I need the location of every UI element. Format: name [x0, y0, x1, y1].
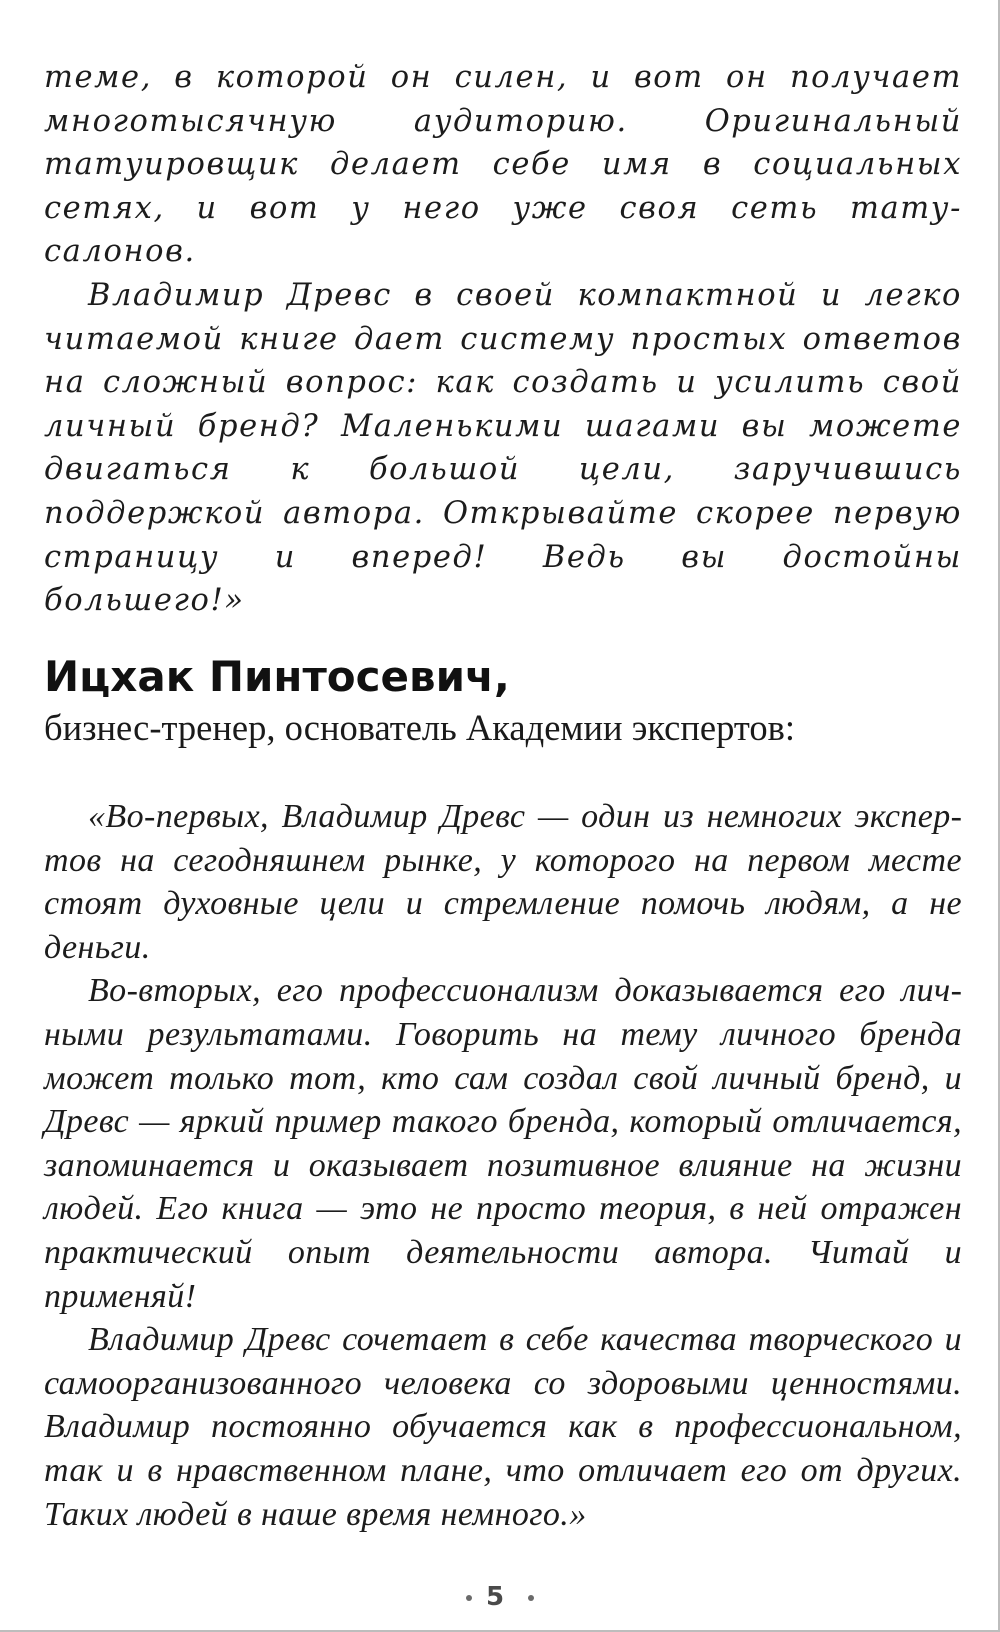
quote-paragraph: теме, в которой он силен, и вот он получает многотысячную аудиторию. Оригинальный татуировщик делает себе имя в социальных сетях, и вот у него уже своя сеть тату-салонов.	[44, 60, 962, 270]
quote-paragraph: Во-вторых, его профессионализм доказывается его личными результатами. Говорить на тему личного бренда может только тот, кто сам создал свой личный бренд, и Древс — яркий пример такого бренда, который отличается, запоминается и оказывает позитивное влияние на жизни людей. Его книга — это не просто теория, в ней отражен практический опыт деятельности автора. Читай и применяй!	[44, 972, 962, 1315]
previous-quote-continuation	[44, 56, 962, 623]
page-number: 5	[485, 1582, 515, 1612]
quote-paragraph: Владимир Древс в своей компактной и легко читаемой книге дает систему простых ответов на сложный вопрос: как создать и усилить свой личный бренд? Маленькими шагами вы можете двигаться к большой цели, заручившись поддержкой автора. Открывайте скорее первую страницу и вперед! Ведь вы достойны большего!»	[44, 277, 962, 619]
quote-paragraph: Владимир Древс сочетает в себе качества творческого и самоорганизованного человека со здоровыми ценностями. Владимир постоянно обучается как в профессиональном, так и в нравственном плане, что отличает его от других. Таких людей в наше время немного.»	[44, 1321, 962, 1533]
author-quote	[44, 795, 962, 1536]
quote-paragraph: «Во-первых, Владимир Древс — один из немногих экспертов на сегодняшнем рынке, у которого на первом месте стоят духовные цели и стремление помочь людям, а не деньги.	[44, 798, 962, 966]
author-name: Ицхак Пинтосевич,	[44, 652, 510, 701]
bullet-dot-icon	[466, 1595, 472, 1601]
page-number-footer	[0, 1582, 1000, 1612]
author-role: бизнес-тренер, основатель Академии экспертов:	[44, 707, 795, 748]
bullet-dot-icon	[528, 1595, 534, 1601]
